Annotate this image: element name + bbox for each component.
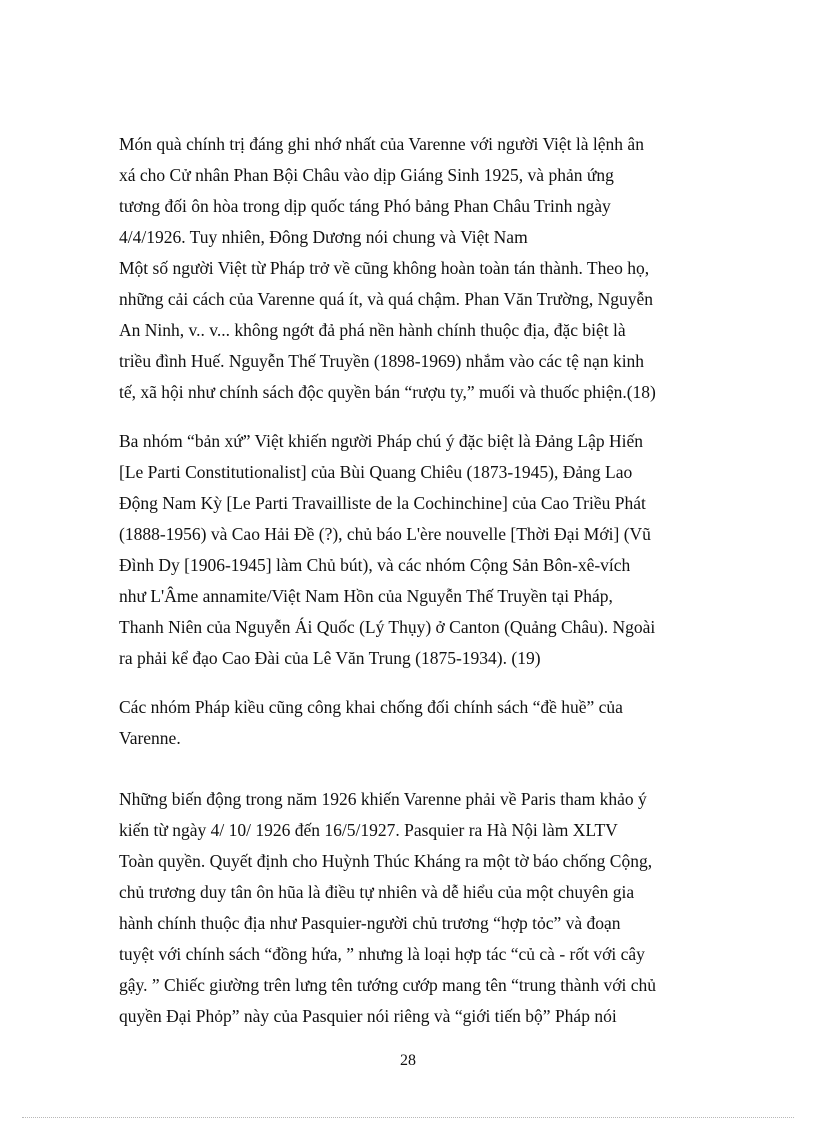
text-line: Những biến động trong năm 1926 khiến Varenne phải về Paris tham khảo ý — [119, 789, 647, 809]
text-line: gậy. ” Chiếc giường trên lưng tên tướng cướp mang tên “trung thành với chủ — [119, 975, 656, 995]
text-line: tuyệt với chính sách “đồng hứa, ” nhưng là loại hợp tác “củ cà - rốt với cây — [119, 944, 645, 964]
text-line: Toàn quyền. Quyết định cho Huỳnh Thúc Kháng ra một tờ báo chống Cộng, — [119, 851, 653, 871]
text-line: Đình Dy [1906-1945] làm Chủ bút), và các nhóm Cộng Sản Bôn-xê-vích — [119, 555, 631, 575]
text-line: tương đối ôn hòa trong dịp quốc táng Phó bảng Phan Châu Trinh ngày — [119, 196, 611, 216]
text-line: chủ trương duy tân ôn hũa là điều tự nhiên và dễ hiểu của một chuyên gia — [119, 882, 635, 902]
text-line: Varenne. — [119, 728, 181, 748]
text-line: Thanh Niên của Nguyễn Ái Quốc (Lý Thụy) ở Canton (Quảng Châu). Ngoài — [119, 617, 656, 637]
text-line: triều đình Huế. Nguyễn Thế Truyền (1898-1969) nhắm vào các tệ nạn kinh — [119, 351, 645, 371]
paragraph-three-groups — [119, 426, 699, 674]
paragraph-french-colonists — [119, 692, 699, 754]
text-line: Món quà chính trị đáng ghi nhớ nhất của Varenne với người Việt là lệnh ân — [119, 134, 644, 154]
text-line: 4/4/1926. Tuy nhiên, Đông Dương nói chung và Việt Nam — [119, 227, 528, 247]
text-line: (1888-1956) và Cao Hải Đề (?), chủ báo L'ère nouvelle [Thời Đại Mới] (Vũ — [119, 524, 651, 544]
page-number: 28 — [400, 1052, 416, 1069]
text-line: Động Nam Kỳ [Le Parti Travailliste de la Cochinchine] của Cao Triều Phát — [119, 493, 646, 513]
text-line: quyền Đại Phỏp” này của Pasquier nói riêng và “giới tiến bộ” Pháp nói — [119, 1006, 617, 1026]
text-line: kiến từ ngày 4/ 10/ 1926 đến 16/5/1927. Pasquier ra Hà Nội làm XLTV — [119, 820, 618, 840]
text-line: như L'Âme annamite/Việt Nam Hồn của Nguyễn Thế Truyền tại Pháp, — [119, 586, 613, 606]
text-line: Các nhóm Pháp kiều cũng công khai chống đối chính sách “đề huề” của — [119, 697, 623, 717]
text-line: [Le Parti Constitutionalist] của Bùi Quang Chiêu (1873-1945), Đảng Lao — [119, 462, 633, 482]
paragraph-varenne-amnesty — [119, 129, 699, 408]
text-line: xá cho Cử nhân Phan Bội Châu vào dịp Giáng Sinh 1925, và phản ứng — [119, 165, 614, 185]
text-line: An Ninh, v.. v... không ngớt đả phá nền hành chính thuộc địa, đặc biệt là — [119, 320, 626, 340]
text-line: ra phải kể đạo Cao Đài của Lê Văn Trung (1875-1934). (19) — [119, 648, 541, 668]
page-bottom-border — [22, 1117, 794, 1118]
text-line: những cải cách của Varenne quá ít, và quá chậm. Phan Văn Trường, Nguyễn — [119, 289, 653, 309]
text-line: Một số người Việt từ Pháp trở về cũng không hoàn toàn tán thành. Theo họ, — [119, 258, 650, 278]
text-line: tế, xã hội như chính sách độc quyền bán “rượu ty,” muối và thuốc phiện.(18) — [119, 382, 656, 402]
paragraph-events-1926 — [119, 784, 699, 1032]
text-line: hành chính thuộc địa như Pasquier-người chủ trương “hợp tỏc” và đoạn — [119, 913, 621, 933]
text-line: Ba nhóm “bản xứ” Việt khiến người Pháp chú ý đặc biệt là Đảng Lập Hiến — [119, 431, 644, 451]
